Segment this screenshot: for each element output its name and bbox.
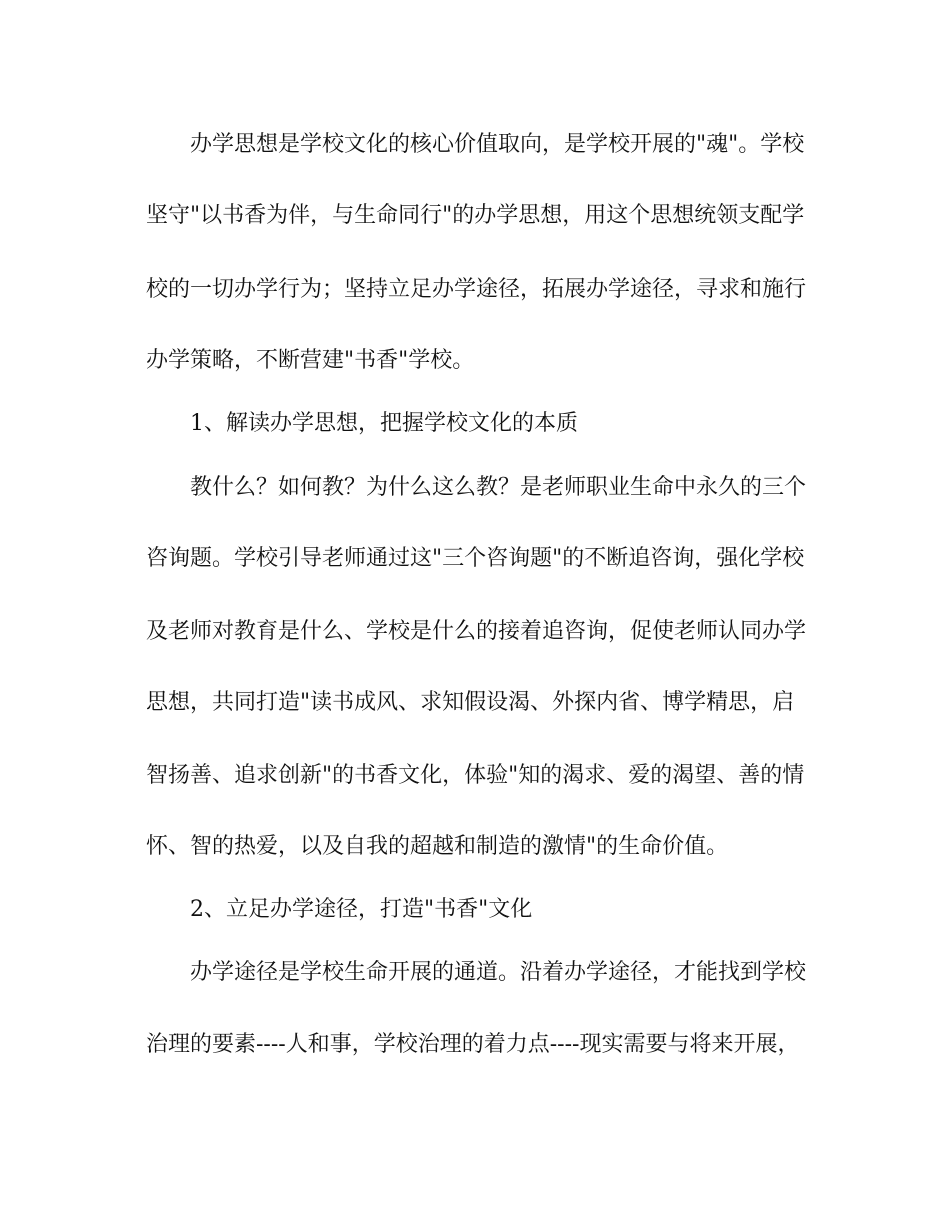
paragraph-2-line-5: 智扬善、追求创新"的书香文化，体验"知的渴求、爱的渴望、善的情 xyxy=(146,763,805,788)
section-heading-2: 2、立足办学途径，打造"书香"文化 xyxy=(190,897,533,922)
paragraph-2-line-1: 教什么？如何教？为什么这么教？是老师职业生命中永久的三个 xyxy=(190,475,807,500)
paragraph-2-line-3: 及老师对教育是什么、学校是什么的接着追咨询，促使老师认同办学 xyxy=(146,619,807,644)
paragraph-1-line-3: 校的一切办学行为；坚持立足办学途径，拓展办学途径，寻求和施行 xyxy=(146,277,807,302)
paragraph-1-line-2: 坚守"以书香为伴，与生命同行"的办学思想，用这个思想统领支配学 xyxy=(146,203,805,228)
section-heading-1: 1、解读办学思想，把握学校文化的本质 xyxy=(190,411,578,436)
paragraph-1-line-4: 办学策略，不断营建"书香"学校。 xyxy=(146,348,475,373)
paragraph-2-line-2: 咨询题。学校引导老师通过这"三个咨询题"的不断追咨询，强化学校 xyxy=(146,546,805,571)
paragraph-2-line-6: 怀、智的热爱，以及自我的超越和制造的激情"的生命价值。 xyxy=(146,834,729,859)
paragraph-3-line-2: 治理的要素----人和事，学校治理的着力点----现实需要与将来开展， xyxy=(146,1032,800,1057)
paragraph-3-line-1: 办学途径是学校生命开展的通道。沿着办学途径，才能找到学校 xyxy=(190,960,807,985)
paragraph-2-line-4: 思想，共同打造"读书成风、求知假设渴、外探内省、博学精思，启 xyxy=(146,690,795,715)
paragraph-1-line-1: 办学思想是学校文化的核心价值取向，是学校开展的"魂"。学校 xyxy=(190,132,805,157)
